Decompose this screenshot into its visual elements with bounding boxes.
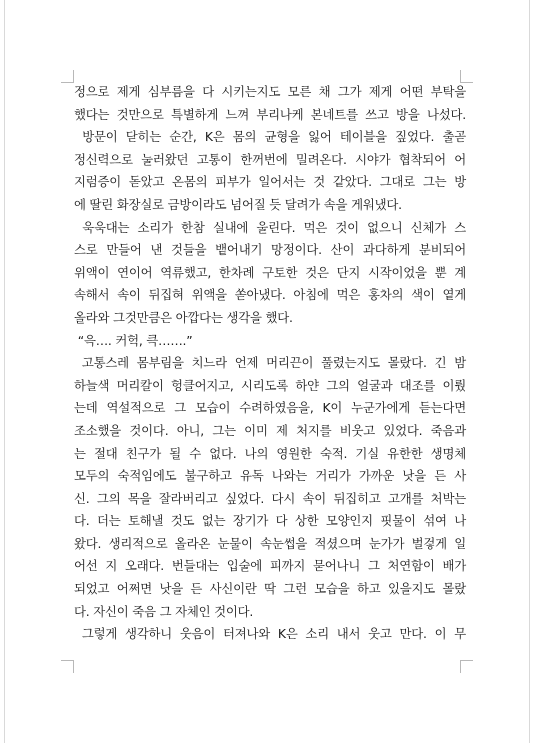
text-line: 위액이 연이어 역류했고, 한차례 구토한 것은 단지 시작이었을 뿐 계 (74, 264, 466, 280)
text-line: 다. 더는 토해낼 것도 없는 장기가 다 상한 모양인지 핏물이 섞여 나 (74, 513, 466, 529)
margin-corner-top-left (61, 70, 74, 83)
page-edge-right (529, 0, 530, 743)
margin-corner-bottom-left (61, 660, 74, 673)
text-line: 지럼증이 돋았고 온몸의 피부가 일어서는 것 같았다. 그대로 그는 방 (74, 174, 466, 190)
text-line: 욱욱대는 소리가 한참 실내에 울린다. 먹은 것이 없으니 신체가 스 (74, 219, 466, 235)
text-line: 왔다. 생리적으로 올라온 눈물이 속눈썹을 적셨으며 눈가가 벌겋게 일 (74, 535, 466, 551)
text-line: 하늘색 머리칼이 헝클어지고, 시리도록 하얀 그의 얼굴과 대조를 이뤘 (74, 377, 466, 393)
text-line: 속해서 속이 뒤집혀 위액을 쏟아냈다. 아침에 먹은 홍차의 색이 옅게 (74, 287, 466, 303)
text-line: 정으로 제게 심부름을 다 시키는지도 모른 채 그가 제게 어떤 부탁을 (74, 84, 466, 99)
text-line: 했다는 것만으로 특별하게 느껴 부리나케 본네트를 쓰고 방을 나섰다. (74, 106, 466, 122)
text-line: 는 절대 친구가 될 수 없다. 나의 영원한 숙적. 기실 유한한 생명체 (74, 445, 466, 461)
text-line: 에 딸린 화장실로 금방이라도 넘어질 듯 달려가 속을 게워냈다. (74, 196, 402, 212)
text-line: 스로 만들어 낸 것들을 뱉어내기 망정이다. 산이 과다하게 분비되어 (74, 242, 466, 258)
text-line: 다. 자신이 죽음 그 자체인 것이다. (74, 603, 254, 619)
text-line: “윽…. 커헉, 큭…….” (74, 332, 193, 348)
margin-corner-bottom-right (460, 660, 473, 673)
text-line: 어선 지 오래다. 번들대는 입술에 피까지 묻어나니 그 처연함이 배가 (74, 558, 466, 574)
text-line: 되었고 어쩌면 낫을 든 사신이란 딱 그런 모습을 하고 있을지도 몰랐 (74, 581, 466, 597)
text-line: 정신력으로 눌러왔던 고통이 한꺼번에 밀려온다. 시야가 협착되어 어 (74, 151, 466, 167)
text-line: 조소했을 것이다. 아니, 그는 이미 제 처지를 비웃고 있었다. 죽음과 (74, 422, 466, 438)
text-line: 올라와 그것만큼은 아깝다는 생각을 했다. (74, 309, 293, 325)
text-line: 방문이 닫히는 순간, K은 몸의 균형을 잃어 테이블을 짚었다. 출곧 (74, 129, 466, 145)
text-line: 고통스레 몸부림을 치느라 언제 머리끈이 풀렸는지도 몰랐다. 긴 밤 (74, 355, 466, 371)
page-edge-left (4, 0, 5, 743)
text-line: 는데 역설적으로 그 모습이 수려하였음을, K이 누군가에게 듣는다면 (74, 400, 466, 416)
text-line: 신. 그의 목을 잘라버리고 싶었다. 다시 속이 뒤집히고 고개를 처박는 (74, 490, 466, 506)
text-line: 모두의 숙적임에도 불구하고 유독 나와는 거리가 가까운 낫을 든 사 (74, 468, 466, 484)
document-body[interactable] (74, 81, 466, 646)
text-line: 그렇게 생각하니 웃음이 터져나와 K은 소리 내서 웃고 만다. 이 무 (74, 626, 466, 642)
